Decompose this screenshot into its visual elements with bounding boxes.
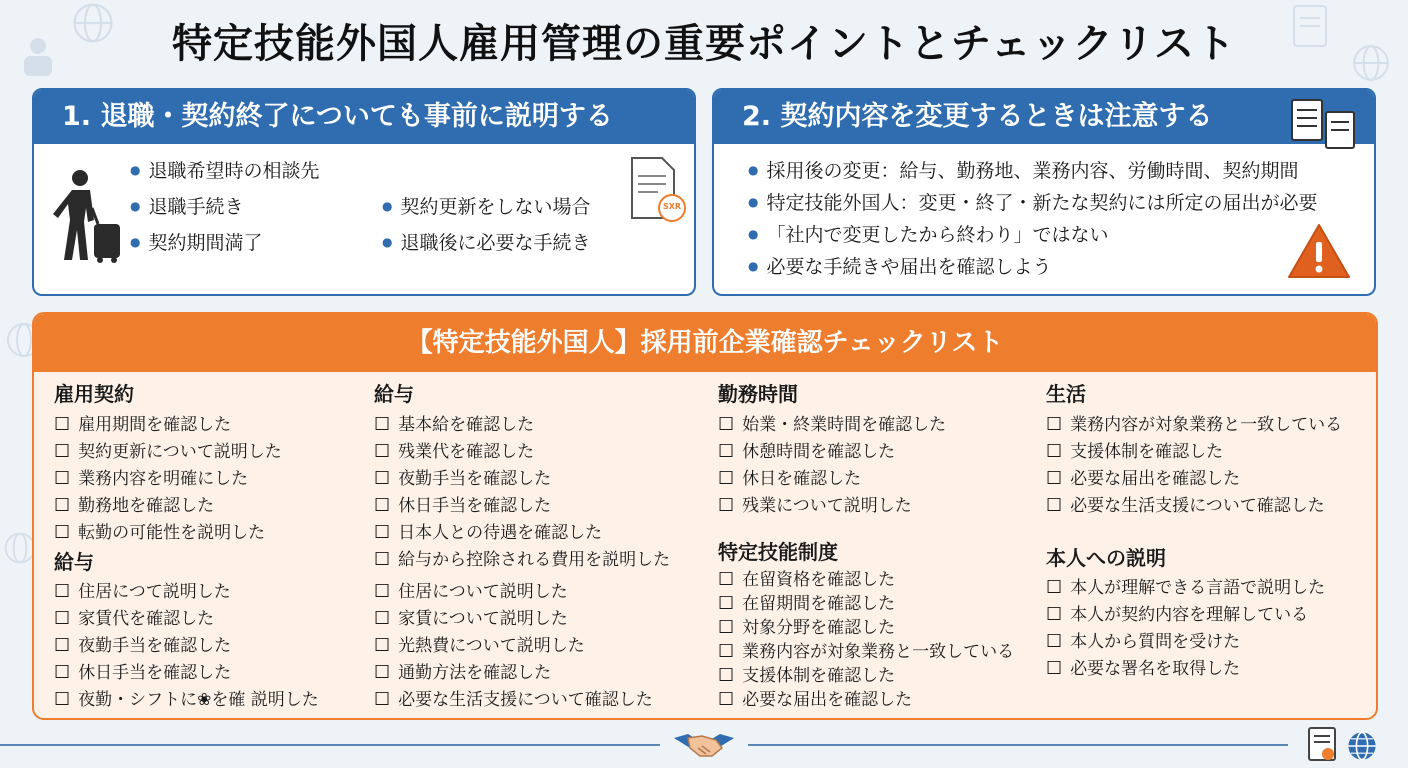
checklist-item[interactable]: ☐ 住居につて説明した (54, 577, 231, 602)
checklist-item[interactable]: ☐ 日本人との待遇を確認した (374, 518, 602, 543)
section-title: 勤務時間 (718, 382, 798, 406)
checklist-item[interactable]: ☐ 夜勤手当を確認した (54, 631, 231, 656)
pre-hiring-checklist (32, 312, 1378, 720)
footer-divider (748, 744, 1288, 746)
checklist-item[interactable]: ☐ 休日手当を確認した (374, 491, 551, 516)
bullet-item: ● 「社内で変更したから終わり」ではない (748, 220, 1109, 247)
globe-icon (1346, 730, 1378, 762)
checklist-item[interactable]: ☐ 家賃について説明した (374, 604, 568, 629)
checklist-item[interactable]: ☐ 必要な生活支援について確認した (374, 685, 653, 710)
checklist-item[interactable]: ☐ 基本給を確認した (374, 410, 534, 435)
checklist-item[interactable]: ☐ 光熱費について説明した (374, 631, 585, 656)
checklist-item[interactable]: ☐ 本人から質問を受けた (1046, 627, 1240, 652)
section-title: 特定技能制度 (718, 540, 838, 564)
checklist-item[interactable]: ☐ 業務内容が対象業務と一致している (1046, 410, 1342, 435)
checklist-item[interactable]: ☐ 契約更新について説明した (54, 437, 282, 462)
checklist-item[interactable]: ☐ 必要な署名を取得した (1046, 654, 1240, 679)
checklist-item[interactable]: ☐ 給与から控除される費用を説明した (374, 545, 670, 570)
section2-heading: 2. 契約内容を変更するときは注意する (714, 90, 1374, 144)
checklist-item[interactable]: ☐ 始業・終業時間を確認した (718, 410, 946, 435)
checklist-item[interactable]: ☐ 在留期間を確認した (718, 589, 895, 614)
checklist-item[interactable]: ☐ 本人が理解できる言語で説明した (1046, 573, 1325, 598)
checklist-item[interactable]: ☐ 支援体制を確認した (718, 661, 895, 686)
checklist-item[interactable]: ☐ 対象分野を確認した (718, 613, 895, 638)
contract-document-icon (628, 156, 688, 224)
checklist-item[interactable]: ☐ 転勤の可能性を説明した (54, 518, 265, 543)
checklist-item[interactable]: ☐ 雇用期間を確認した (54, 410, 231, 435)
checklist-item[interactable]: ☐ 休日手当を確認した (54, 658, 231, 683)
retirement-explanation-card (32, 88, 696, 296)
checklist-item[interactable]: ☐ 必要な届出を確認した (1046, 464, 1240, 489)
section-title: 雇用契約 (54, 382, 134, 406)
certificate-icon (1306, 726, 1340, 764)
section-title: 給与 (54, 550, 94, 574)
checklist-item[interactable]: ☐ 夜勤手当を確認した (374, 464, 551, 489)
bullet-item: ● 退職手続き (130, 192, 244, 219)
section-title: 生活 (1046, 382, 1086, 406)
page-title: 特定技能外国人雇用管理の重要ポイントとチェックリスト (172, 21, 1236, 67)
document-transfer-icon (1286, 94, 1360, 154)
checklist-item[interactable]: ☐ 本人が契約内容を理解している (1046, 600, 1308, 625)
traveler-with-suitcase-icon (50, 168, 132, 264)
checklist-item[interactable]: ☐ 勤務地を確認した (54, 491, 214, 516)
bullet-item: ● 退職後に必要な手続き (382, 228, 591, 255)
bullet-item: ● 契約更新をしない場合 (382, 192, 591, 219)
bullet-item: ● 特定技能外国人：変更・終了・新たな契約には所定の届出が必要 (748, 188, 1318, 215)
checklist-item[interactable]: ☐ 必要な届出を確認した (718, 685, 912, 710)
checklist-item[interactable]: ☐ 休憩時間を確認した (718, 437, 895, 462)
checklist-heading: 【特定技能外国人】採用前企業確認チェックリスト (34, 314, 1376, 372)
checklist-item[interactable]: ☐ 業務内容を明確にした (54, 464, 248, 489)
checklist-item[interactable]: ☐ 在留資格を確認した (718, 565, 895, 590)
warning-icon (1286, 222, 1352, 280)
checklist-item[interactable]: ☐ 住居について説明した (374, 577, 568, 602)
bullet-item: ● 契約期間満了 (130, 228, 263, 255)
section-title: 本人への説明 (1046, 546, 1166, 570)
checklist-item[interactable]: ☐ 業務内容が対象業務と一致している (718, 637, 1014, 662)
handshake-icon (672, 728, 736, 762)
checklist-item[interactable]: ☐ 夜勤・シフトに❀を確 説明した (54, 685, 319, 710)
checklist-item[interactable]: ☐ 支援体制を確認した (1046, 437, 1223, 462)
checklist-item[interactable]: ☐ 必要な生活支援について確認した (1046, 491, 1325, 516)
bullet-item: ● 退職希望時の相談先 (130, 156, 320, 183)
section-title: 給与 (374, 382, 414, 406)
document-badge: SXR (662, 202, 682, 211)
checklist-item[interactable]: ☐ 休日を確認した (718, 464, 861, 489)
checklist-item[interactable]: ☐ 残業について説明した (718, 491, 912, 516)
footer-divider (0, 744, 660, 746)
checklist-item[interactable]: ☐ 通勤方法を確認した (374, 658, 551, 683)
bullet-item: ● 採用後の変更：給与、勤務地、業務内容、労働時間、契約期間 (748, 156, 1299, 183)
section1-heading: 1. 退職・契約終了についても事前に説明する (34, 90, 694, 144)
checklist-item[interactable]: ☐ 家賃代を確認した (54, 604, 214, 629)
checklist-item[interactable]: ☐ 残業代を確認した (374, 437, 534, 462)
bullet-item: ● 必要な手続きや届出を確認しよう (748, 252, 1052, 279)
contract-change-card (712, 88, 1376, 296)
